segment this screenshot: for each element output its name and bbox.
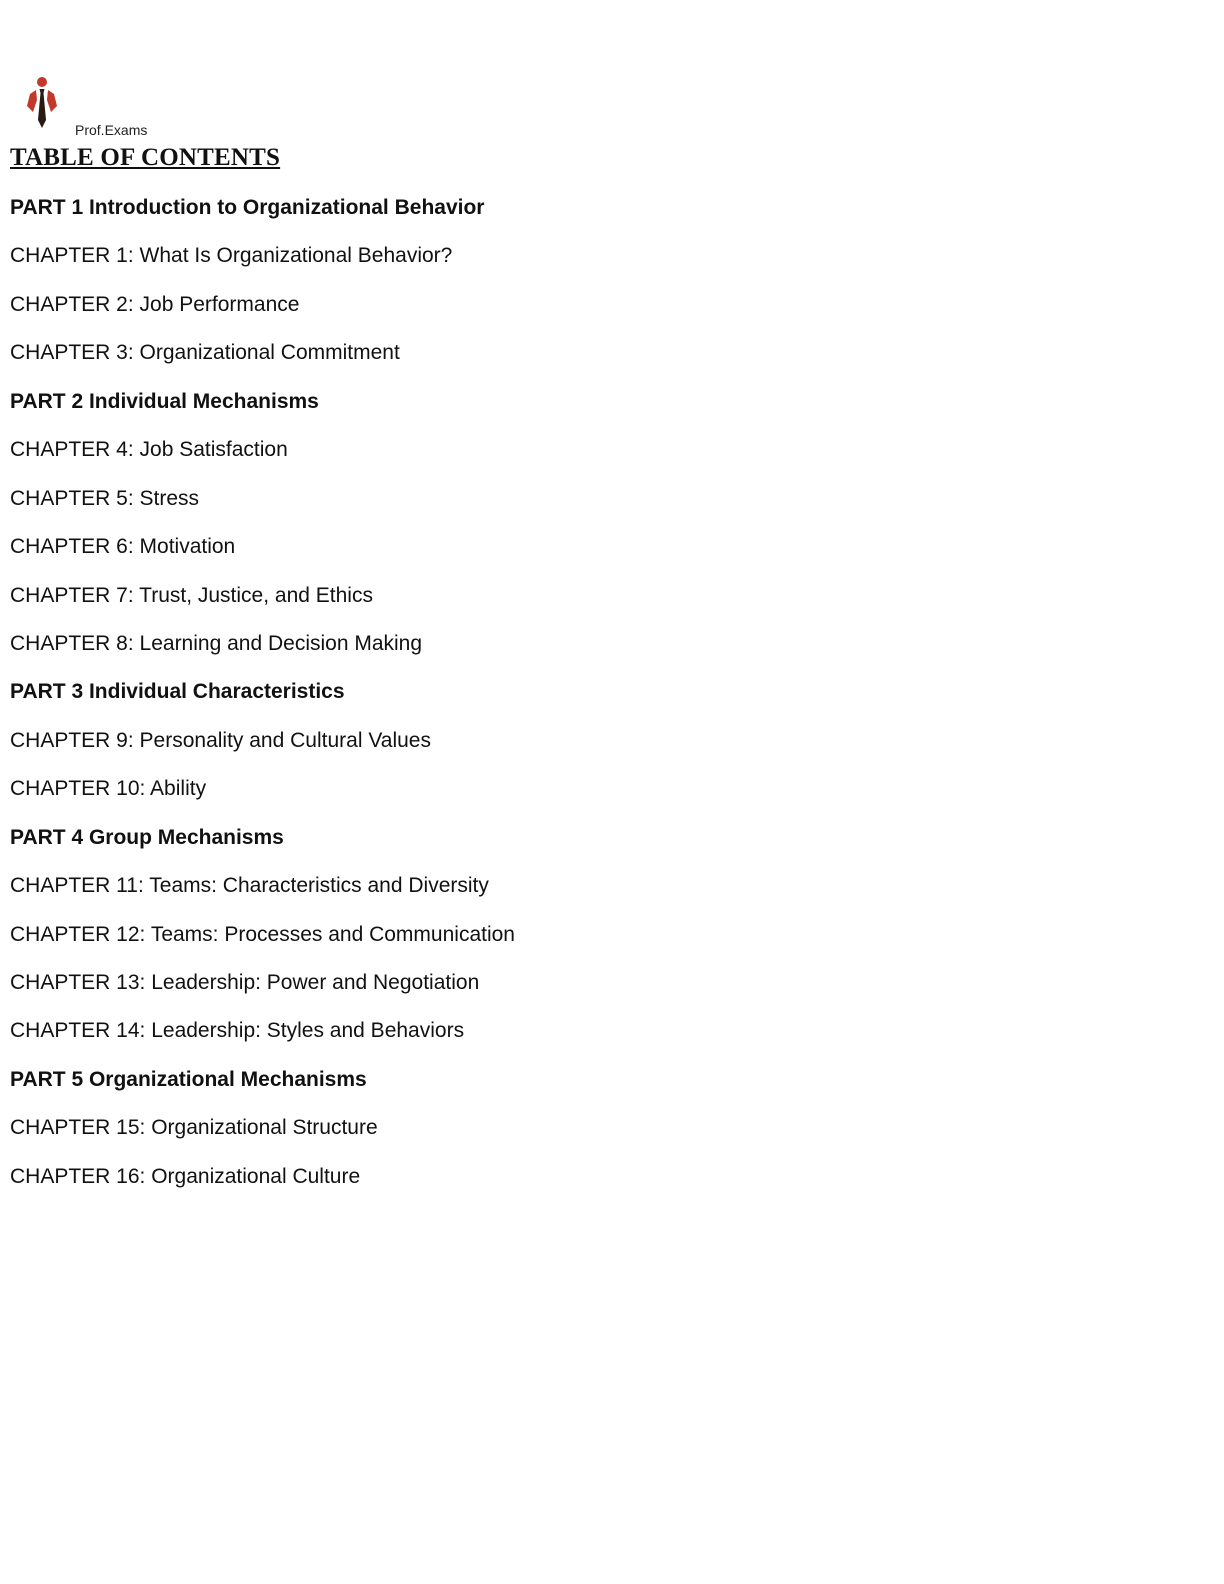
toc-chapter-entry: CHAPTER 14: Leadership: Styles and Behaviors xyxy=(10,1019,465,1043)
toc-chapter-entry: CHAPTER 4: Job Satisfaction xyxy=(10,438,288,462)
toc-part-heading: PART 1 Introduction to Organizational Behavior xyxy=(10,196,485,219)
toc-chapter-entry: CHAPTER 16: Organizational Culture xyxy=(10,1164,361,1188)
toc-chapter-entry: CHAPTER 12: Teams: Processes and Communication xyxy=(10,922,515,946)
toc-part-heading: PART 2 Individual Mechanisms xyxy=(10,389,319,413)
toc-chapter-entry: CHAPTER 11: Teams: Characteristics and Diversity xyxy=(10,874,489,898)
toc-chapter-entry: CHAPTER 7: Trust, Justice, and Ethics xyxy=(10,583,373,607)
tie-figure-icon xyxy=(24,76,60,132)
toc-chapter-entry: CHAPTER 2: Job Performance xyxy=(10,292,300,316)
brand-name: Prof.Exams xyxy=(75,122,148,138)
page-title: TABLE OF CONTENTS xyxy=(10,144,281,171)
toc-chapter-entry: CHAPTER 9: Personality and Cultural Values xyxy=(10,728,431,752)
toc-chapter-entry: CHAPTER 13: Leadership: Power and Negotiation xyxy=(10,971,480,994)
toc-part-heading: PART 3 Individual Characteristics xyxy=(10,680,345,704)
toc-chapter-entry: CHAPTER 15: Organizational Structure xyxy=(10,1116,378,1140)
toc-part-heading: PART 5 Organizational Mechanisms xyxy=(10,1067,367,1091)
toc-part-heading: PART 4 Group Mechanisms xyxy=(10,825,284,849)
toc-chapter-entry: CHAPTER 8: Learning and Decision Making xyxy=(10,631,423,655)
toc-chapter-entry: CHAPTER 6: Motivation xyxy=(10,535,236,559)
toc-chapter-entry: CHAPTER 5: Stress xyxy=(10,486,200,510)
toc-chapter-entry: CHAPTER 3: Organizational Commitment xyxy=(10,341,400,365)
toc-chapter-entry: CHAPTER 1: What Is Organizational Behavior? xyxy=(10,244,453,268)
toc-list xyxy=(10,195,515,1212)
toc-chapter-entry: CHAPTER 10: Ability xyxy=(10,777,207,801)
